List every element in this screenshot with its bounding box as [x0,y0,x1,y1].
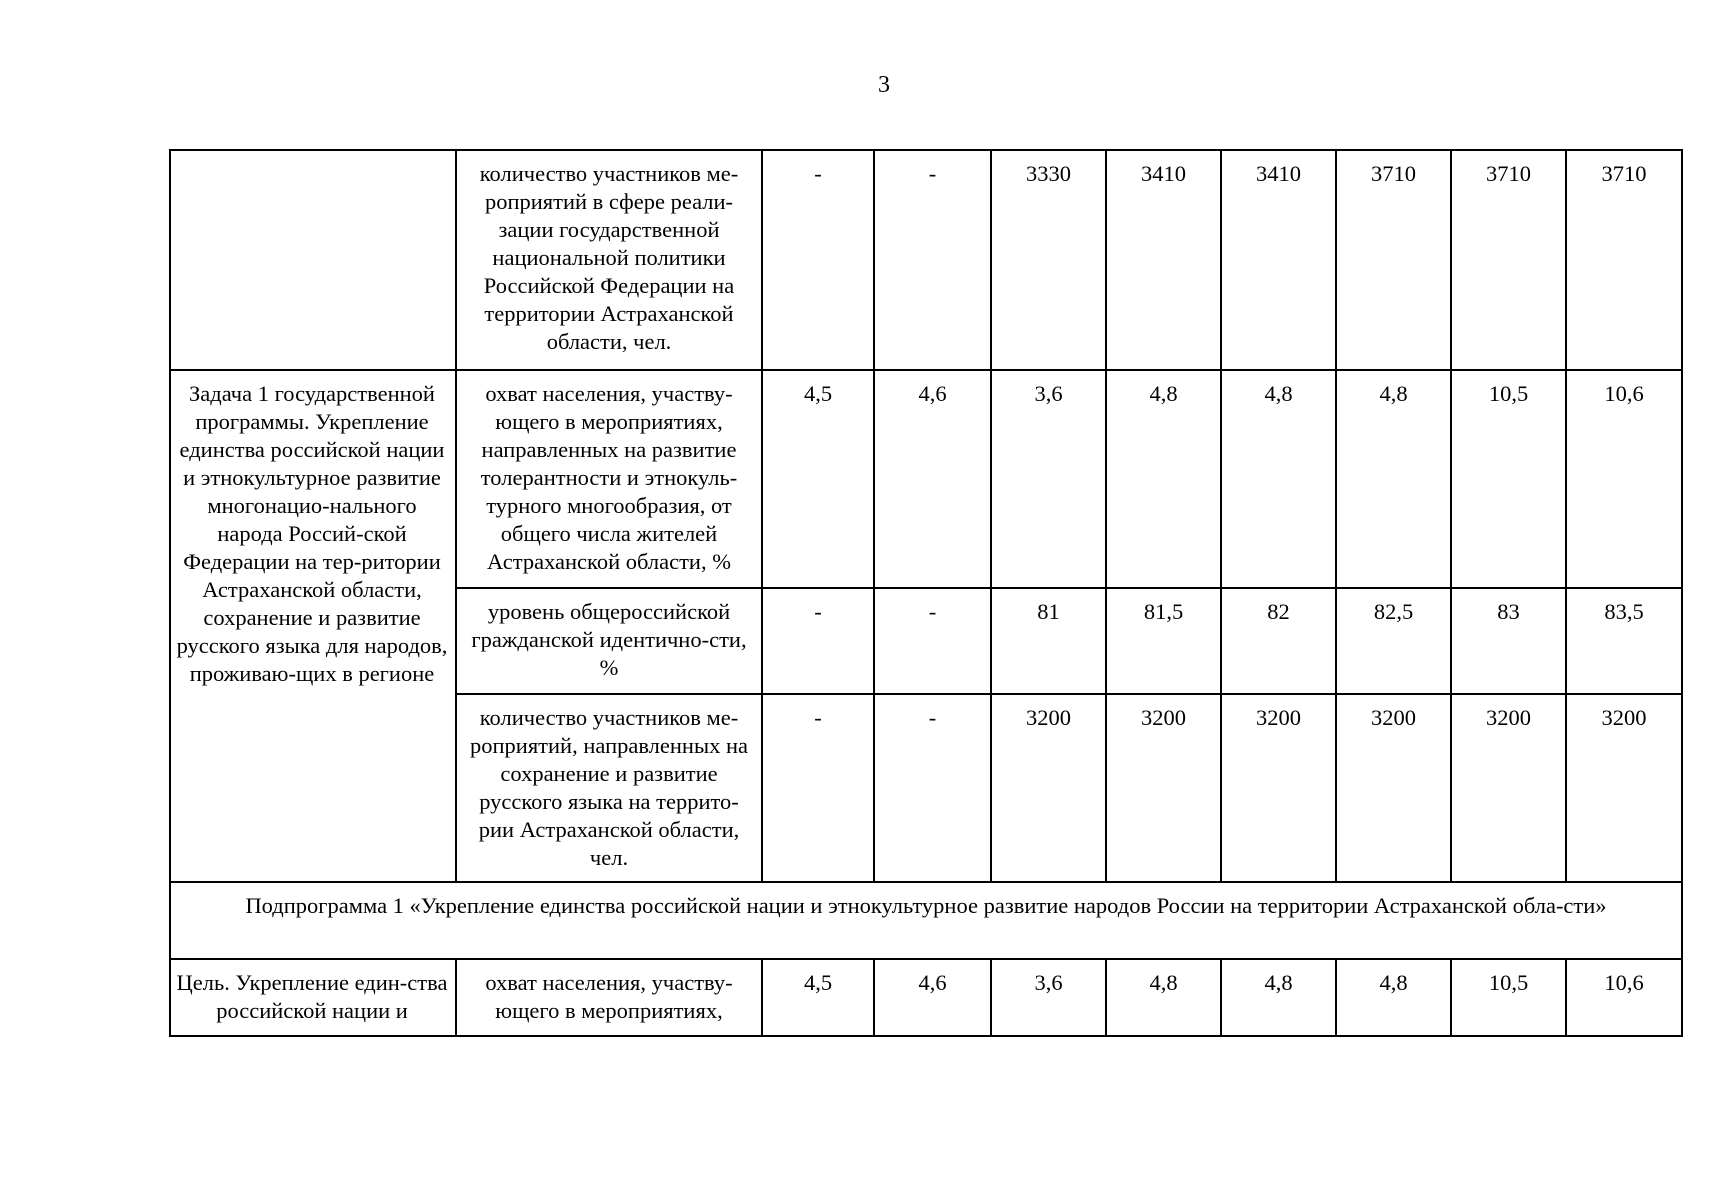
value-cell: 3200 [1451,694,1566,882]
value-cell: 4,6 [874,959,991,1036]
value-cell: 4,8 [1106,370,1221,588]
subprogram-title: Подпрограмма 1 «Укрепление единства российской нации и этнокультурное развитие народов России на территории Астраханской обла-сти» [170,882,1682,959]
value-cell: 4,8 [1336,959,1451,1036]
indicator-cell: охват населения, участву-ющего в мероприятиях, [456,959,762,1036]
value-cell: 3,6 [991,370,1106,588]
value-cell: 4,8 [1106,959,1221,1036]
table-row [170,882,1682,959]
value-cell: 3200 [1566,694,1682,882]
value-cell: 10,5 [1451,959,1566,1036]
value-cell: 10,6 [1566,370,1682,588]
value-cell: - [762,588,874,694]
value-cell: 3710 [1451,150,1566,370]
value-cell: 4,8 [1221,959,1336,1036]
indicator-cell: количество участников ме-роприятий в сфере реали-зации государственной национальной политики Российской Федерации на территории Астраханской области, чел. [456,150,762,370]
value-cell: 4,8 [1221,370,1336,588]
indicator-cell: количество участников ме-роприятий, направленных на сохранение и развитие русского языка на террито-рии Астраханской области, чел. [456,694,762,882]
goal-cell: Цель. Укрепление един-ства российской нации и [170,959,456,1036]
value-cell: 3410 [1106,150,1221,370]
goal-cell [170,150,456,370]
value-cell: 3200 [1336,694,1451,882]
value-cell: 4,8 [1336,370,1451,588]
value-cell: 81 [991,588,1106,694]
value-cell: 83 [1451,588,1566,694]
table-row [170,370,1682,588]
value-cell: 4,6 [874,370,991,588]
indicator-cell: охват населения, участву-ющего в мероприятиях, направленных на развитие толерантности и этнокуль-турного многообразия, от общего числа жителей Астраханской области, % [456,370,762,588]
value-cell: 4,5 [762,370,874,588]
value-cell: 10,6 [1566,959,1682,1036]
value-cell: 10,5 [1451,370,1566,588]
value-cell: 3410 [1221,150,1336,370]
value-cell: 83,5 [1566,588,1682,694]
value-cell: - [762,150,874,370]
value-cell: - [874,588,991,694]
value-cell: 3710 [1566,150,1682,370]
value-cell: 81,5 [1106,588,1221,694]
value-cell: 82,5 [1336,588,1451,694]
page-number: 3 [878,72,890,98]
table-row [170,150,1682,370]
indicator-cell: уровень общероссийской гражданской идентично-сти, % [456,588,762,694]
value-cell: 3330 [991,150,1106,370]
value-cell: 82 [1221,588,1336,694]
value-cell: 3710 [1336,150,1451,370]
indicators-table [169,149,1683,1037]
value-cell: - [762,694,874,882]
value-cell: 3200 [1221,694,1336,882]
table-row [170,959,1682,1036]
goal-cell: Задача 1 государственной программы. Укрепление единства российской нации и этнокультурное развитие многонацио-нального народа Россий-ской Федерации на тер-ритории Астраханской области, сохранение и развитие русского языка для народов, проживаю-щих в регионе [170,370,456,882]
value-cell: - [874,150,991,370]
value-cell: 3,6 [991,959,1106,1036]
value-cell: 4,5 [762,959,874,1036]
value-cell: 3200 [1106,694,1221,882]
value-cell: - [874,694,991,882]
value-cell: 3200 [991,694,1106,882]
